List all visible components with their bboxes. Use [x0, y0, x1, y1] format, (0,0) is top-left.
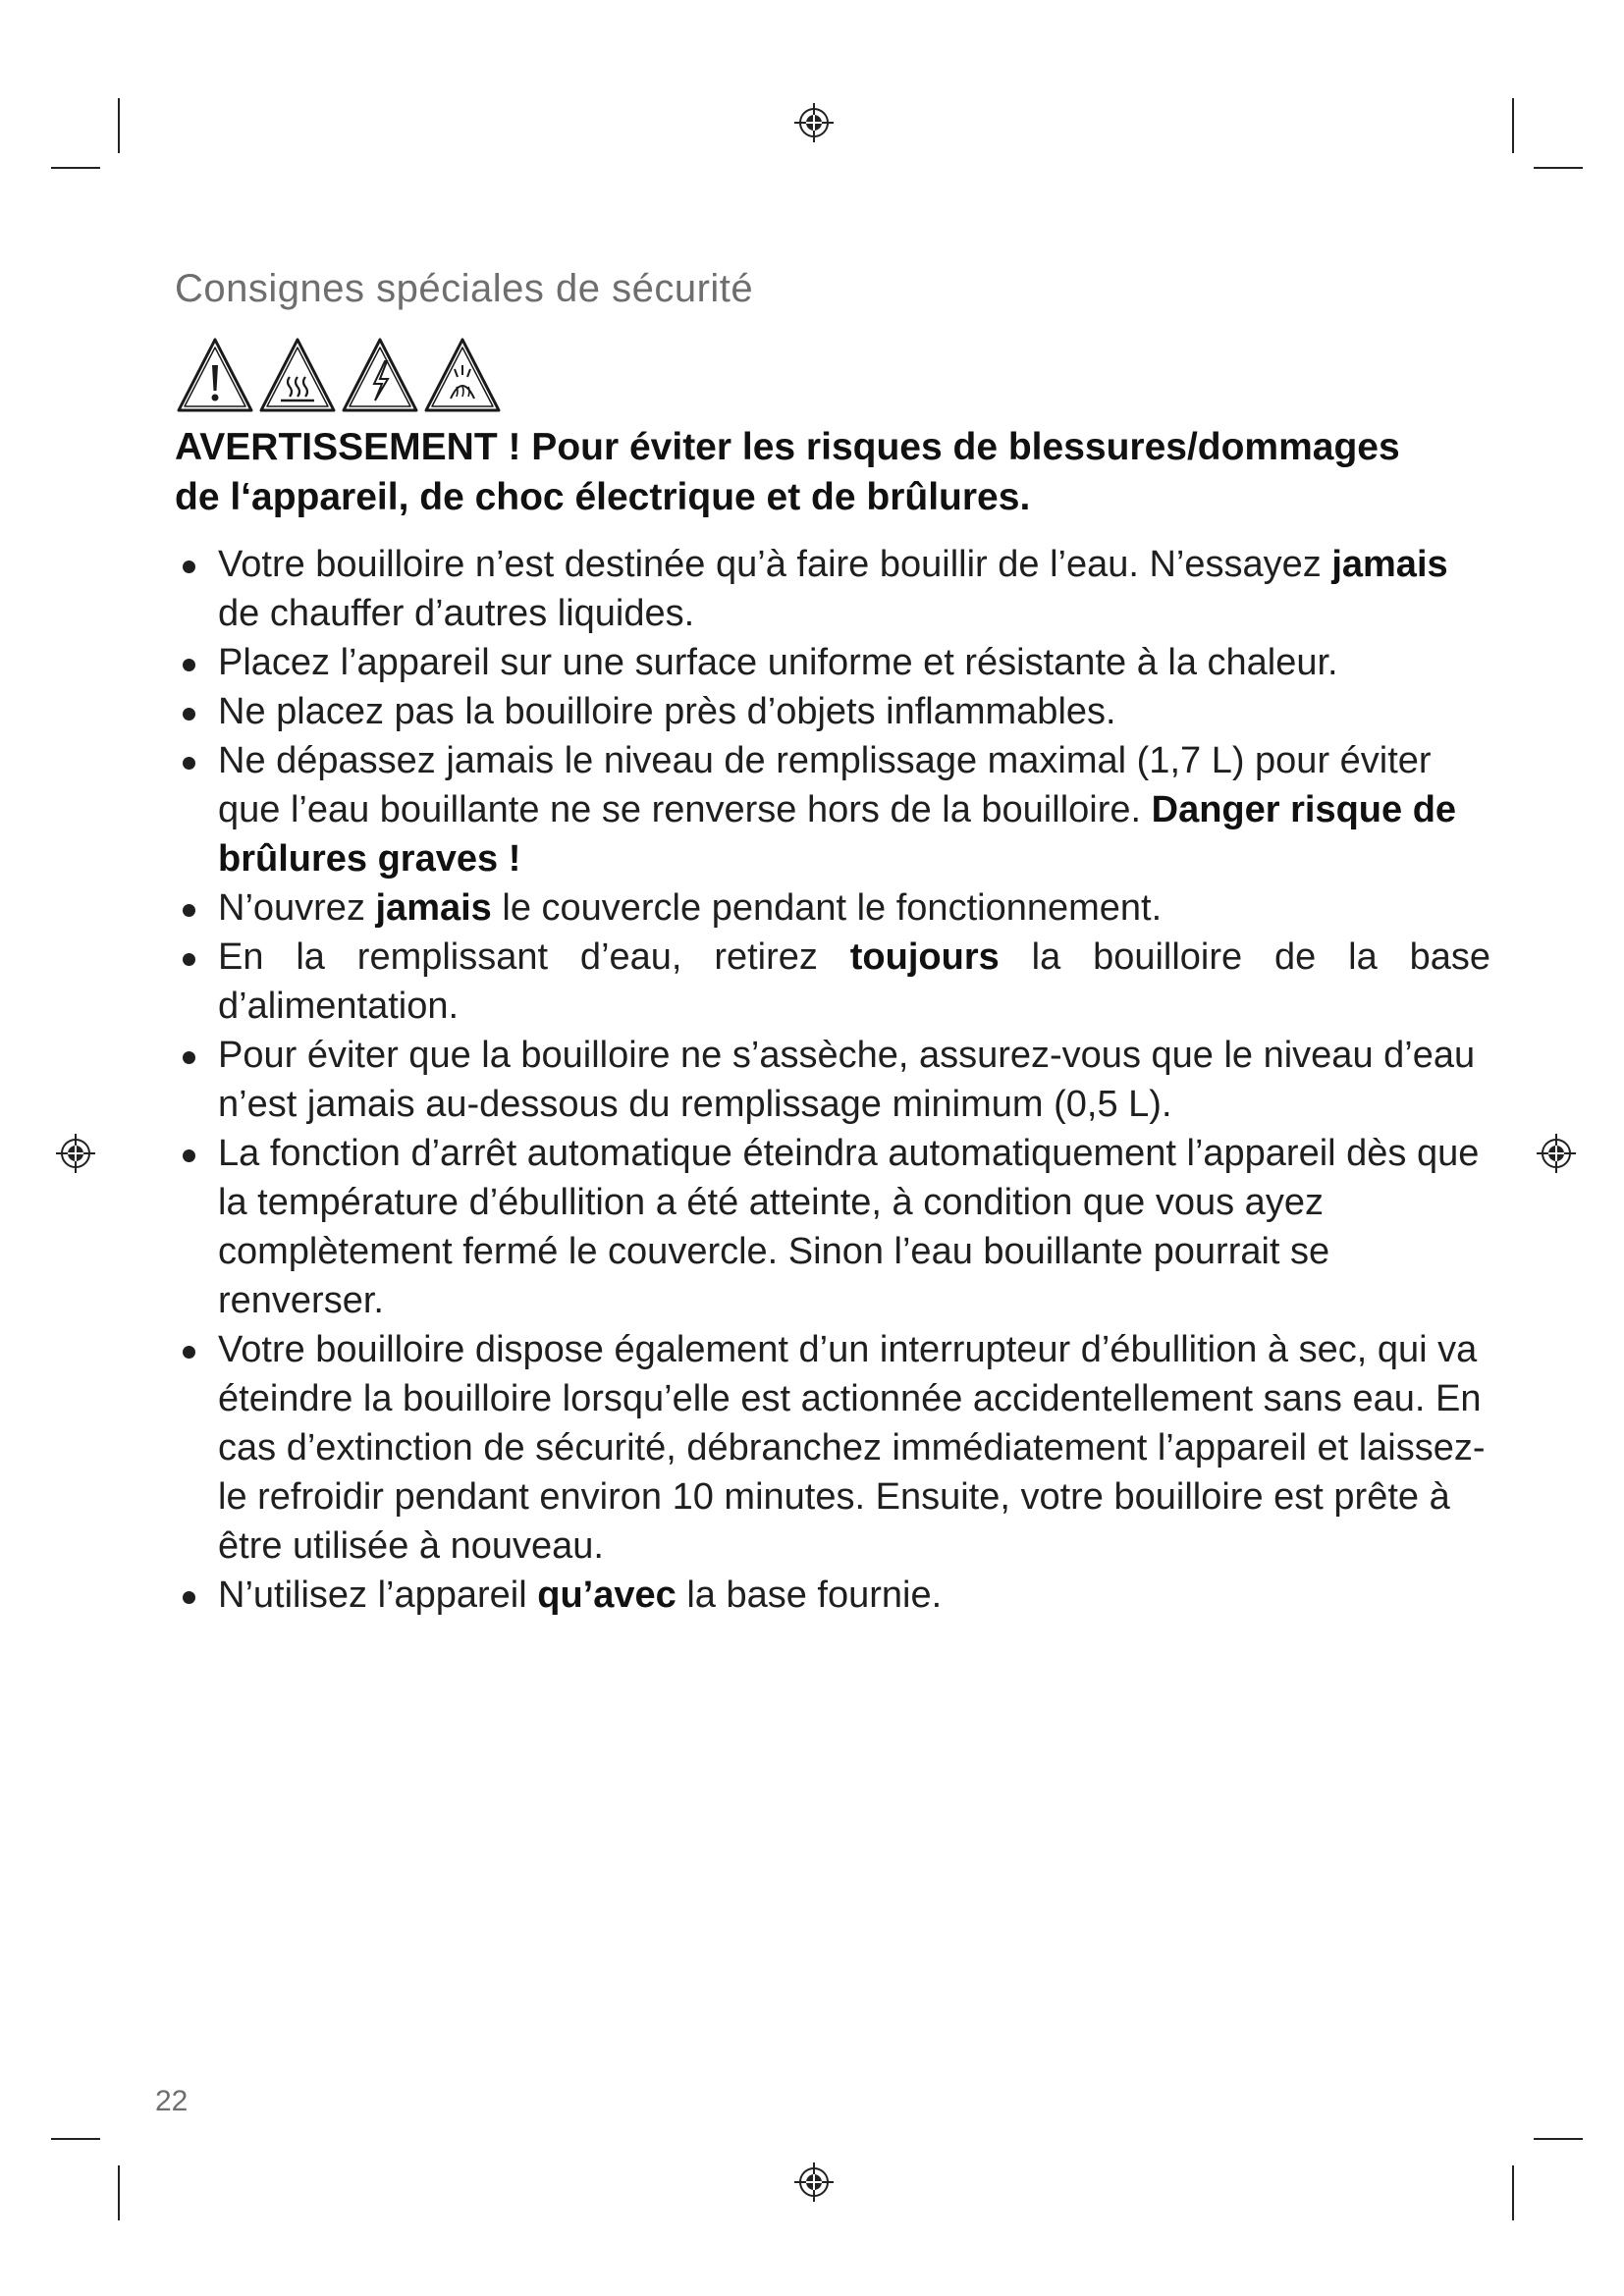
- page-number: 22: [155, 2085, 189, 2117]
- hot-surface-icon: [257, 336, 338, 414]
- warning-heading: [175, 422, 1490, 522]
- crop-mark-top-left-horizontal: [51, 167, 100, 169]
- electric-shock-icon: [340, 336, 420, 414]
- hot-steam-icon: [422, 336, 503, 414]
- list-item: Pour éviter que la bouilloire ne s’assèche, assurez-vous que le niveau d’eau n’est jamais au-dessous du remplissage minimum (0,5 L).: [175, 1031, 1490, 1129]
- list-item: Ne placez pas la bouilloire près d’objets inflammables.: [175, 687, 1490, 736]
- list-item: N’ouvrez jamais le couvercle pendant le fonctionnement.: [175, 883, 1490, 933]
- crop-mark-bottom-left-horizontal: [51, 2138, 100, 2140]
- section-title: Consignes spéciales de sécurité: [175, 267, 754, 310]
- list-item: N’utilisez l’appareil qu’avec la base fournie.: [175, 1571, 1490, 1620]
- crop-mark-bottom-left-vertical: [118, 2165, 120, 2220]
- list-item: Votre bouilloire dispose également d’un interrupteur d’ébullition à sec, qui va éteindre la bouilloire lorsqu’elle est actionnée accidentellement sans eau. En cas d’extinction de sécurité, débranchez immédiatement l’appareil et laissez-le refroidir pendant environ 10 minutes. Ensuite, votre bouilloire est prête à être utilisée à nouveau.: [175, 1325, 1490, 1571]
- crop-mark-top-right-horizontal: [1534, 167, 1583, 169]
- list-item: Votre bouilloire n’est destinée qu’à faire bouillir de l’eau. N’essayez jamais de chauffer d’autres liquides.: [175, 540, 1490, 638]
- warning-exclamation-icon: [175, 336, 255, 414]
- registration-mark-left-icon: [54, 1132, 97, 1175]
- crop-mark-bottom-right-horizontal: [1534, 2138, 1583, 2140]
- warning-icons: [175, 336, 503, 416]
- list-item: La fonction d’arrêt automatique éteindra automatiquement l’appareil dès que la température d’ébullition a été atteinte, à condition que vous ayez complètement fermé le couvercle. Sinon l’eau bouillante pourrait se renverser.: [175, 1129, 1490, 1325]
- registration-mark-right-icon: [1535, 1132, 1578, 1175]
- list-item: En la remplissant d’eau, retirez toujours la bouilloire de la base d’alimentation.: [175, 933, 1490, 1031]
- list-item: Placez l’appareil sur une surface uniforme et résistante à la chaleur.: [175, 638, 1490, 687]
- warning-heading-line-2: de l‘appareil, de choc électrique et de brûlures.: [175, 476, 1031, 518]
- crop-mark-top-right-vertical: [1512, 98, 1514, 153]
- registration-mark-bottom-icon: [792, 2161, 836, 2204]
- crop-mark-top-left-vertical: [118, 98, 120, 153]
- crop-mark-bottom-right-vertical: [1512, 2165, 1514, 2220]
- warning-heading-line-1: AVERTISSEMENT ! Pour éviter les risques de blessures/dommages: [175, 426, 1400, 468]
- registration-mark-top-icon: [792, 101, 836, 144]
- safety-instructions-list: [175, 540, 1490, 1620]
- list-item: Ne dépassez jamais le niveau de remplissage maximal (1,7 L) pour éviter que l’eau bouillante ne se renverse hors de la bouilloire. Danger risque de brûlures graves !: [175, 736, 1490, 883]
